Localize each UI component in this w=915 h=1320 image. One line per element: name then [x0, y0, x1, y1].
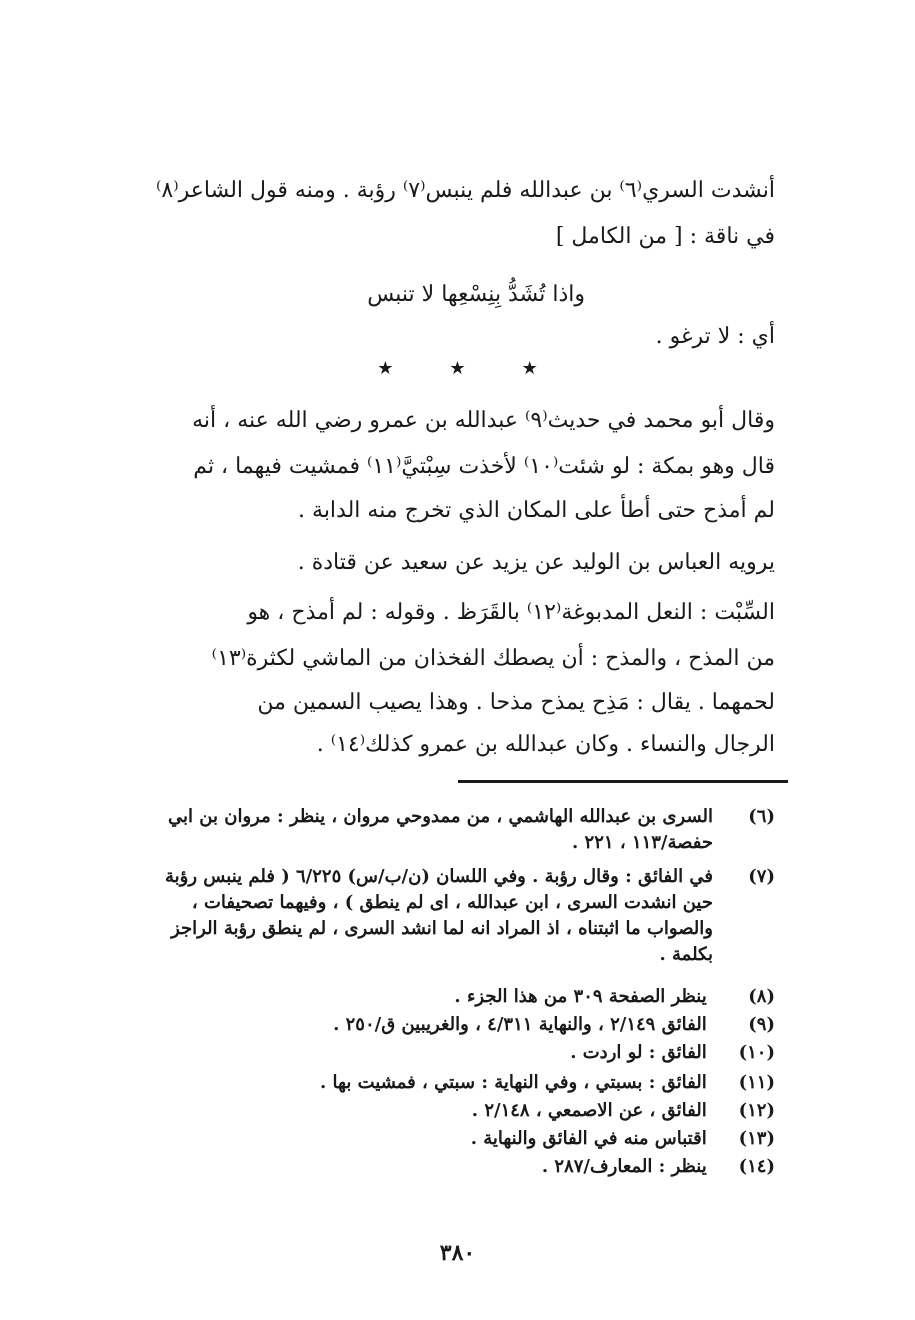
gloss-line: أي : لا ترغو .	[655, 324, 775, 349]
paragraph-line: وقال أبو محمد في حديث⁽٩⁾ عبدالله بن عمرو رضي الله عنه ، أنه	[192, 408, 775, 433]
star-icon: ★	[449, 358, 466, 379]
star-icon: ★	[521, 358, 538, 379]
text-line: أنشدت السري⁽٦⁾ بن عبدالله فلم ينبس⁽٧⁾ رؤبة . ومنه قول الشاعر⁽٨⁾	[155, 178, 775, 203]
footnote-number: (٨)	[748, 986, 775, 1007]
footnote-number: (١٤)	[738, 1156, 775, 1177]
footnote-number: (٩)	[748, 1014, 775, 1035]
footnote-text: في الفائق : وقال رؤبة . وفي اللسان (ن/ب/س) ٦/٢٢٥ ( فلم ينبس رؤبة حين انشدت السرى ، ابن عبدالله ، اى لم ينطق ) ، وفيهما تصحيفات ، والصواب ما اثبتناه ، اذ المراد انه لما انشد السرى ، لم ينطق رؤبة الراجز بكلمة .	[165, 866, 713, 965]
explanation-line: من المذح ، والمذح : أن يصطك الفخذان من الماشي لكثرة⁽١٣⁾	[211, 646, 775, 671]
footnote-number: (١٠)	[738, 1042, 775, 1063]
paragraph-line: لم أمذح حتى أطأ على المكان الذي تخرج منه الدابة .	[298, 498, 775, 523]
footnote-text: السرى بن عبدالله الهاشمي ، من ممدوحي مروان ، ينظر : مروان بن ابي حفصة/١١٣ ، ٢٢١ .	[168, 806, 713, 853]
footnote-item	[135, 1154, 775, 1180]
footnote-number: (٦)	[748, 806, 775, 827]
footnote-text: الفائق ، عن الاصمعي ، ٢/١٤٨ .	[471, 1100, 707, 1121]
section-separator	[0, 358, 915, 379]
footnote-item	[135, 1126, 775, 1152]
narration-line: يرويه العباس بن الوليد عن يزيد عن سعيد عن قتادة .	[297, 550, 775, 575]
poetry-verse: واذا تُشَدُّ بِنِسْعِها لا تنبس	[367, 282, 585, 307]
footnote-text: الفائق : بسبتي ، وفي النهاية : سبتي ، فمشيت بها .	[320, 1072, 707, 1093]
paragraph-line: قال وهو بمكة : لو شئت⁽١٠⁾ لأخذت سِبْتيَّ⁽١١⁾ فمشيت فيهما ، ثم	[193, 454, 775, 479]
footnote-number: (١١)	[738, 1072, 775, 1093]
footnote-text: الفائق : لو اردت .	[570, 1042, 707, 1063]
footnote-item	[135, 1040, 775, 1066]
explanation-line: السِّبْت : النعل المدبوغة⁽١٢⁾ بالقَرَظ . وقوله : لم أمذح ، هو	[247, 600, 775, 625]
star-icon: ★	[377, 358, 394, 379]
footnote-item	[135, 1012, 775, 1038]
text-line: في ناقة : [ من الكامل ]	[555, 224, 775, 249]
footnote-item	[135, 804, 775, 856]
footnote-item	[135, 864, 775, 968]
footnote-text: ينظر الصفحة ٣٠٩ من هذا الجزء .	[454, 986, 707, 1007]
explanation-line: الرجال والنساء . وكان عبدالله بن عمرو كذلك⁽١٤⁾ .	[316, 732, 775, 757]
footnote-divider	[458, 780, 788, 783]
footnote-item	[135, 1098, 775, 1124]
footnote-item	[135, 984, 775, 1010]
footnote-number: (٧)	[748, 866, 775, 887]
explanation-line: لحمهما . يقال : مَذِح يمذح مذحا . وهذا يصيب السمين من	[257, 690, 775, 715]
footnote-text: اقتباس منه في الفائق والنهاية .	[470, 1128, 707, 1149]
footnote-number: (١٣)	[738, 1128, 775, 1149]
footnote-text: ينظر : المعارف/٢٨٧ .	[541, 1156, 707, 1177]
footnote-item	[135, 1070, 775, 1096]
footnote-number: (١٢)	[738, 1100, 775, 1121]
page-number: ٣٨٠	[439, 1240, 476, 1266]
footnote-text: الفائق ٢/١٤٩ ، والنهاية ٤/٣١١ ، والغريبين ق/٢٥٠ .	[333, 1014, 707, 1035]
